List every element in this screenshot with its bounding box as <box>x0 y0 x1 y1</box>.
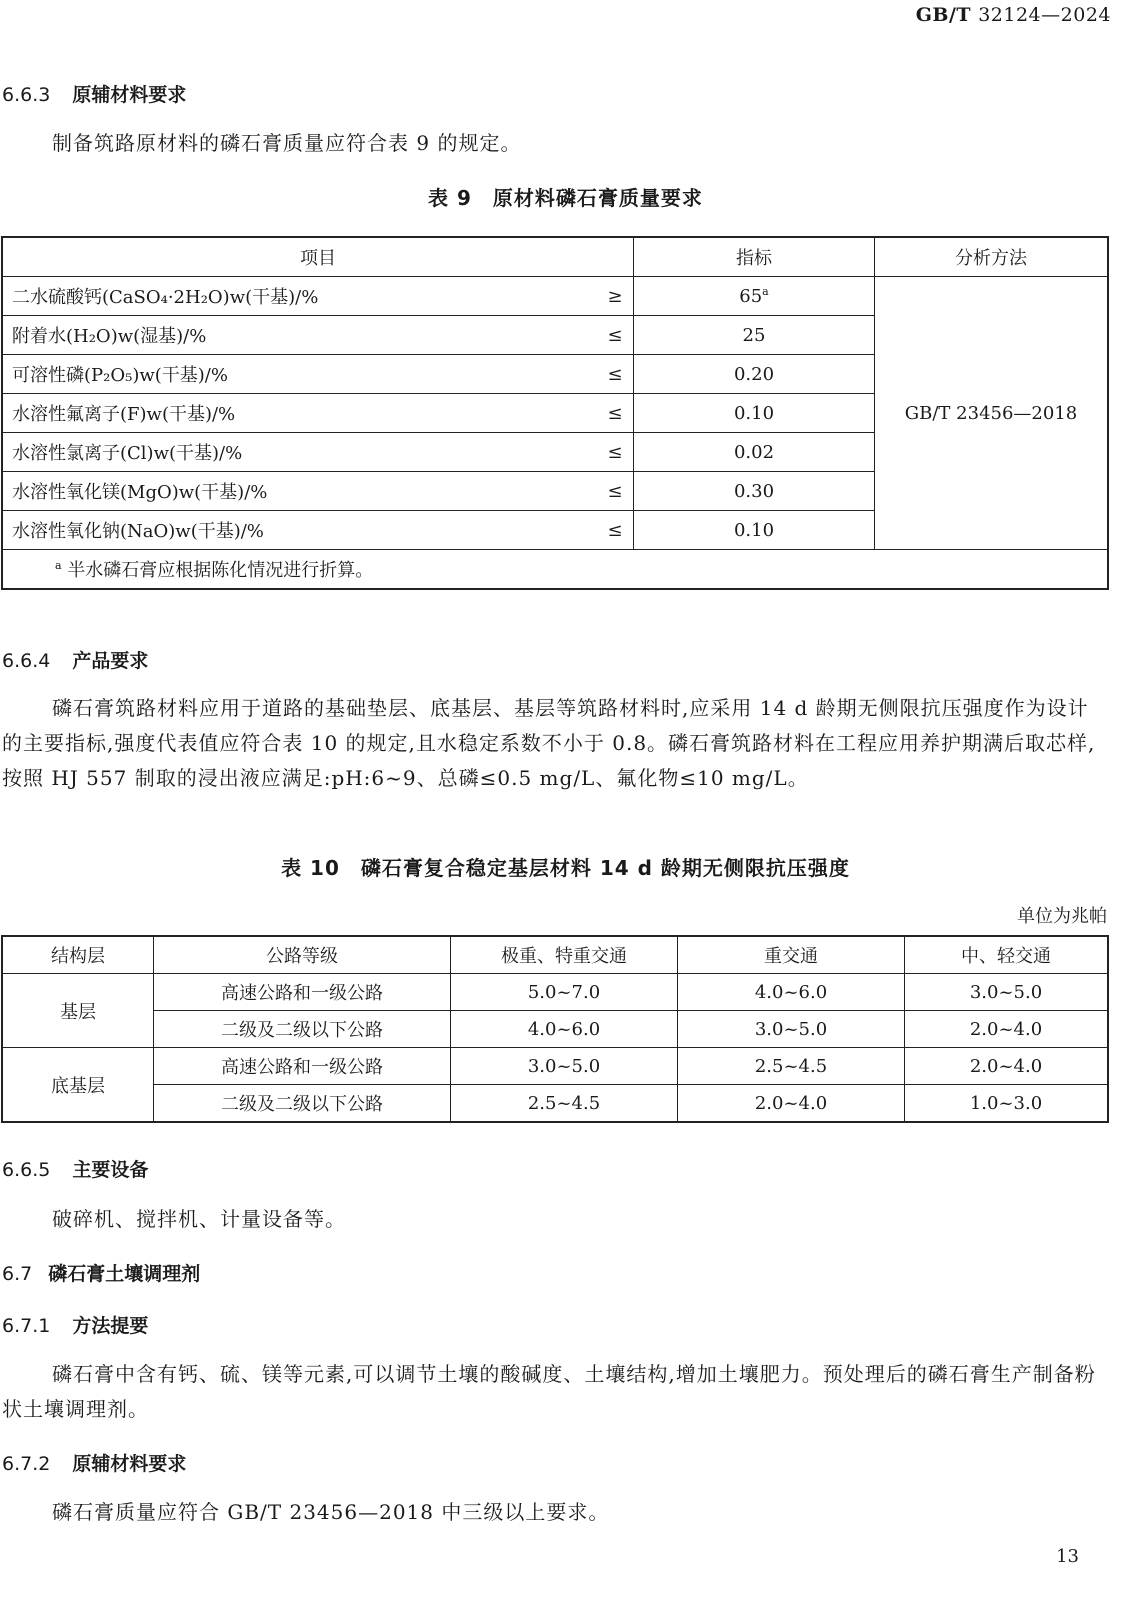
value-cell: 0.20 <box>634 355 875 394</box>
paragraph-6-7-2: 磷石膏质量应符合 GB/T 23456—2018 中三级以上要求。 <box>52 1500 610 1524</box>
header-medium: 重交通 <box>678 936 905 974</box>
value-cell: 0.30 <box>634 472 875 511</box>
section-6-6-4-heading <box>2 646 148 673</box>
value-cell: 3.0~5.0 <box>678 1011 905 1048</box>
section-title: 主要设备 <box>72 1159 149 1181</box>
grade-cell: 二级及二级以下公路 <box>154 1011 451 1048</box>
paragraph-6-6-4: 磷石膏筑路材料应用于道路的基础垫层、底基层、基层等筑路材料时,应采用 14 d 龄期无侧限抗压强度作为设计的主要指标,强度代表值应符合表 10 的规定,且水稳定系数不小于 0.8。磷石膏筑路材料在工程应用养护期满后取芯样,按照 HJ 557 制取的浸出液应满足:pH:6~9、总磷≤0.5 mg/L、氟化物≤10 mg/L。 <box>2 696 1096 790</box>
section-number: 6.7 <box>2 1263 33 1285</box>
value-cell: 0.02 <box>634 433 875 472</box>
value-cell: 1.0~3.0 <box>905 1085 1109 1123</box>
operator-cell: ≤ <box>597 472 634 511</box>
item-cell: 附着水(H₂O)w(湿基)/% <box>2 316 597 355</box>
operator-cell: ≤ <box>597 355 634 394</box>
table-row <box>2 1085 1108 1123</box>
item-cell: 水溶性氯离子(Cl)w(干基)/% <box>2 433 597 472</box>
section-title: 产品要求 <box>72 650 149 672</box>
operator-cell: ≤ <box>597 316 634 355</box>
table-10-caption: 表 10 磷石膏复合稳定基层材料 14 d 龄期无侧限抗压强度 <box>281 856 850 880</box>
header-light: 中、轻交通 <box>905 936 1109 974</box>
value-cell: 2.5~4.5 <box>678 1048 905 1085</box>
page-number: 13 <box>1056 1546 1079 1567</box>
header-item: 项目 <box>2 237 634 277</box>
table-row <box>2 1048 1108 1085</box>
page-header <box>916 4 1111 26</box>
header-std: GB/T <box>915 4 972 26</box>
value-cell: 0.10 <box>634 511 875 550</box>
section-number: 6.6.4 <box>2 650 51 672</box>
value-cell: 3.0~5.0 <box>905 974 1109 1011</box>
section-number: 6.7.2 <box>2 1453 51 1475</box>
value-cell: 2.0~4.0 <box>678 1085 905 1123</box>
table-9 <box>1 236 1109 590</box>
footnote-mark: a <box>762 285 769 298</box>
table-9-caption: 表 9 原材料磷石膏质量要求 <box>428 186 703 210</box>
operator-cell: ≤ <box>597 511 634 550</box>
section-title: 方法提要 <box>72 1315 149 1337</box>
table-note-row <box>2 550 1108 590</box>
section-6-7-2-heading <box>2 1449 186 1476</box>
section-title: 原辅材料要求 <box>72 1453 187 1475</box>
value-cell: 0.10 <box>634 394 875 433</box>
operator-cell: ≤ <box>597 433 634 472</box>
value-cell: 25 <box>634 316 875 355</box>
operator-cell: ≤ <box>597 394 634 433</box>
item-cell: 二水硫酸钙(CaSO₄·2H₂O)w(干基)/% <box>2 277 597 316</box>
item-cell: 水溶性氧化钠(NaO)w(干基)/% <box>2 511 597 550</box>
paragraph-6-6-5: 破碎机、搅拌机、计量设备等。 <box>52 1207 346 1231</box>
table-10 <box>1 935 1109 1123</box>
item-cell: 可溶性磷(P₂O₅)w(干基)/% <box>2 355 597 394</box>
value-cell: 2.0~4.0 <box>905 1011 1109 1048</box>
operator-cell: ≥ <box>597 277 634 316</box>
section-6-7-heading <box>2 1259 200 1286</box>
footnote-mark: a <box>55 559 62 572</box>
section-6-7-1-heading <box>2 1311 148 1338</box>
header-grade: 公路等级 <box>154 936 451 974</box>
paragraph-6-6-3: 制备筑路原材料的磷石膏质量应符合表 9 的规定。 <box>52 131 522 155</box>
table-row <box>2 1011 1108 1048</box>
section-title: 磷石膏土壤调理剂 <box>48 1263 201 1285</box>
value-cell: 4.0~6.0 <box>451 1011 678 1048</box>
layer-cell: 底基层 <box>2 1048 154 1123</box>
section-6-6-5-heading <box>2 1155 148 1182</box>
grade-cell: 高速公路和一级公路 <box>154 1048 451 1085</box>
value-cell: 5.0~7.0 <box>451 974 678 1011</box>
value-cell: 3.0~5.0 <box>451 1048 678 1085</box>
table-note: $^a$ 半水磷石膏应根据陈化情况进行折算。 <box>2 550 1108 590</box>
header-value: 指标 <box>634 237 875 277</box>
grade-cell: 二级及二级以下公路 <box>154 1085 451 1123</box>
table-row <box>2 974 1108 1011</box>
paragraph-6-7-1: 磷石膏中含有钙、硫、镁等元素,可以调节土壤的酸碱度、土壤结构,增加土壤肥力。预处理后的磷石膏生产制备粉状土壤调理剂。 <box>2 1362 1096 1421</box>
grade-cell: 高速公路和一级公路 <box>154 974 451 1011</box>
value-cell: 4.0~6.0 <box>678 974 905 1011</box>
header-heavy: 极重、特重交通 <box>451 936 678 974</box>
layer-cell: 基层 <box>2 974 154 1048</box>
section-number: 6.7.1 <box>2 1315 51 1337</box>
value-cell: 2.0~4.0 <box>905 1048 1109 1085</box>
item-cell: 水溶性氧化镁(MgO)w(干基)/% <box>2 472 597 511</box>
table-row <box>2 277 1108 316</box>
table-10-unit: 单位为兆帕 <box>1017 906 1107 927</box>
table-header-row <box>2 936 1108 974</box>
item-cell: 水溶性氟离子(F)w(干基)/% <box>2 394 597 433</box>
table-header-row <box>2 237 1108 277</box>
section-title: 原辅材料要求 <box>72 84 187 106</box>
section-number: 6.6.3 <box>2 84 51 106</box>
method-cell: GB/T 23456—2018 <box>875 277 1109 550</box>
header-number: 32124—2024 <box>978 4 1111 26</box>
header-layer: 结构层 <box>2 936 154 974</box>
value-cell: 65$^a$ <box>634 277 875 316</box>
section-number: 6.6.5 <box>2 1159 51 1181</box>
value-cell: 2.5~4.5 <box>451 1085 678 1123</box>
section-6-6-3-heading <box>2 80 186 107</box>
header-method: 分析方法 <box>875 237 1109 277</box>
